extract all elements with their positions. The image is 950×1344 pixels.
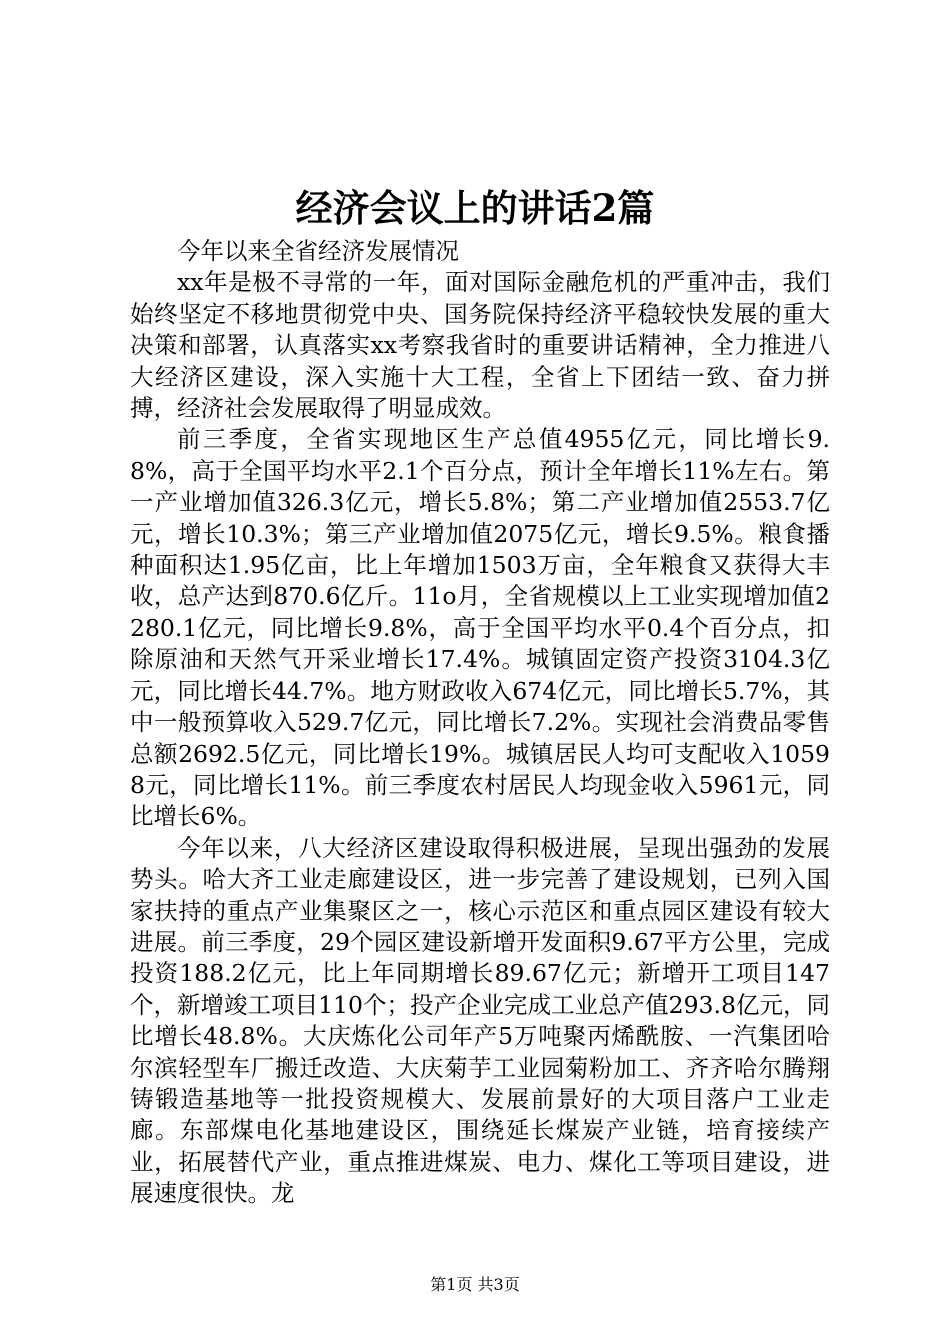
page-footer: 第1页 共3页 <box>430 1275 520 1294</box>
document-body <box>130 236 830 1210</box>
paragraph-economic-indicators: 前三季度，全省实现地区生产总值4955亿元，同比增长9.8%，高于全国平均水平2.1个百分点，预计全年增长11%左右。第一产业增加值326.3亿元，增长5.8%；第二产业增加值2553.7亿元，增长10.3%；第三产业增加值2075亿元，增长9.5%。粮食播种面积达1.95亿亩，比上年增加1503万亩，全年粮食又获得大丰收，总产达到870.6亿斤。11o月，全省规模以上工业实现增加值2280.1亿元，同比增长9.8%，高于全国平均水平0.4个百分点，扣除原油和天然气开采业增长17.4%。城镇固定资产投资3104.3亿元，同比增长44.7%。地方财政收入674亿元，同比增长5.7%，其中一般预算收入529.7亿元，同比增长7.2%。实现社会消费品零售总额2692.5亿元，同比增长19%。城镇居民人均可支配收入10598元，同比增长11%。前三季度农村居民人均现金收入5961元，同比增长6%。 <box>130 425 830 831</box>
section-heading: 今年以来全省经济发展情况 <box>177 237 459 265</box>
page-title: 经济会议上的讲话2篇 <box>295 186 655 230</box>
paragraph-economic-zones: 今年以来，八大经济区建设取得积极进展，呈现出强劲的发展势头。哈大齐工业走廊建设区，进一步完善了建设规划，已列入国家扶持的重点产业集聚区之一，核心示范区和重点园区建设有较大进展。前三季度，29个园区建设新增开发面积9.67平方公里，完成投资188.2亿元，比上年同期增长89.67亿元；新增开工项目147个，新增竣工项目110个；投产企业完成工业总产值293.8亿元，同比增长48.8%。大庆炼化公司年产5万吨聚丙烯酰胺、一汽集团哈尔滨轻型车厂搬迁改造、大庆菊芋工业园菊粉加工、齐齐哈尔腾翔铸锻造基地等一批投资规模大、发展前景好的大项目落户工业走廊。东部煤电化基地建设区，围绕延长煤炭产业链，培育接续产业，拓展替代产业，重点推进煤炭、电力、煤化工等项目建设，进展速度很快。龙 <box>130 833 830 1208</box>
paragraph-intro: xx年是极不寻常的一年，面对国际金融危机的严重冲击，我们始终坚定不移地贯彻党中央、国务院保持经济平稳较快发展的重大决策和部署，认真落实xx考察我省时的重要讲话精神，全力推进八大经济区建设，深入实施十大工程，全省上下团结一致、奋力拼搏，经济社会发展取得了明显成效。 <box>130 268 830 423</box>
